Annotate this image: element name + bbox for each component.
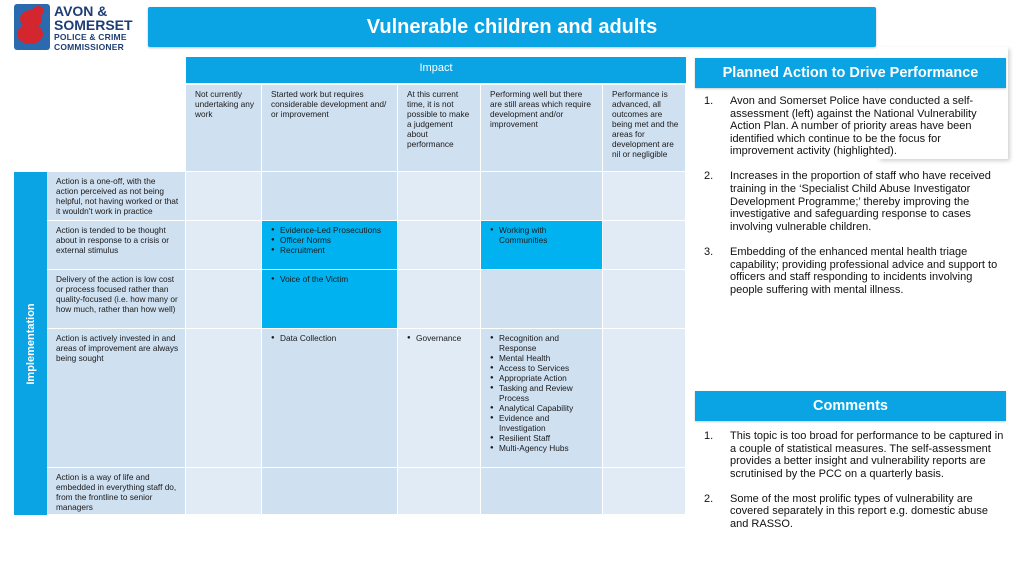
impact-column-header: At this current time, it is not possible to make a judgement about performance xyxy=(398,85,480,171)
planned-action-item xyxy=(704,95,1004,158)
implementation-row-label: Action is a one-off, with the action perceived as not being helpful, not having worked or that it wouldn't work in practice xyxy=(47,172,185,220)
matrix-cell xyxy=(603,329,685,467)
matrix-cell xyxy=(262,468,397,514)
comments-list xyxy=(704,430,1004,543)
matrix-cell-item: ● Evidence and Investigation xyxy=(490,413,596,433)
impact-column-header: Started work but requires considerable development and/ or improvement xyxy=(262,85,397,171)
implementation-row-label: Action is actively invested in and areas of improvement are always being sought xyxy=(47,329,185,467)
matrix-cell-item: ● Resilient Staff xyxy=(490,433,596,443)
comments-heading-text: Comments xyxy=(813,398,888,414)
matrix-cell-item: ● Appropriate Action xyxy=(490,373,596,383)
matrix-cell xyxy=(186,468,261,514)
matrix-cell xyxy=(603,468,685,514)
matrix-cell xyxy=(603,270,685,328)
item-text: This topic is too broad for performance to be captured in a couple of statistical measures. The self-assessment provides a better insight and vulnerability reports are scrutinised by the PCC on a quarterly basis. xyxy=(730,430,1004,480)
matrix-cell-item: ● Mental Health xyxy=(490,353,596,363)
matrix-cell xyxy=(186,270,261,328)
impact-column-header: Not currently undertaking any work xyxy=(186,85,261,171)
matrix-cell xyxy=(186,221,261,269)
page-title-banner xyxy=(148,7,876,47)
implementation-row-label: Delivery of the action is low cost or process focused rather than quality-focused (i.e. how many or how much, rather than how well) xyxy=(47,270,185,328)
matrix-cell xyxy=(481,270,602,328)
item-text: Some of the most prolific types of vulnerability are covered separately in this report e.g. domestic abuse and RASSO. xyxy=(730,492,989,531)
implementation-row-label: Action is tended to be thought about in response to a crisis or external stimulus xyxy=(47,221,185,269)
comment-item xyxy=(704,493,1004,531)
matrix-cell xyxy=(262,221,397,269)
matrix-cell-item: ● Analytical Capability xyxy=(490,403,596,413)
matrix-cell-item: ● Multi-Agency Hubs xyxy=(490,443,596,453)
comments-heading xyxy=(695,391,1006,421)
matrix-cell-item: ● Tasking and Review Process xyxy=(490,383,596,403)
matrix-cell-items xyxy=(271,274,391,284)
planned-action-heading-text: Planned Action to Drive Performance xyxy=(722,65,979,81)
item-text: Embedding of the enhanced mental health triage capability; providing professional advice and support to officers and staff responding to incidents involving people suffering with mental illness. xyxy=(730,245,998,296)
matrix-cell xyxy=(398,172,480,220)
matrix-cell-item: ● Officer Norms xyxy=(271,235,391,245)
logo-map-icon xyxy=(14,4,50,50)
matrix-cell xyxy=(186,329,261,467)
matrix-cell xyxy=(603,221,685,269)
item-number: 3. xyxy=(704,245,714,258)
item-text: Increases in the proportion of staff who have received training in the ‘Specialist Child Abuse Investigator Development Programme;’ thereby improving the investigative and safeguarding response to cases involving vulnerable children. xyxy=(730,170,991,233)
matrix-cell-items xyxy=(271,333,391,343)
matrix-cell xyxy=(186,172,261,220)
item-number: 1. xyxy=(704,430,714,442)
matrix-cell xyxy=(398,221,480,269)
matrix-cell xyxy=(481,172,602,220)
matrix-cell-item: ● Recruitment xyxy=(271,245,391,255)
logo-line-1: AVON & xyxy=(54,3,108,19)
pcc-logo xyxy=(14,4,154,52)
item-number: 1. xyxy=(704,95,714,107)
implementation-row-label: Action is a way of life and embedded in everything staff do, from the frontline to senior managers xyxy=(47,468,185,514)
impact-column-header: Performance is advanced, all outcomes are being met and the areas for development are nil or negligible xyxy=(603,85,685,171)
planned-action-list xyxy=(704,95,1004,309)
matrix-cell-item: ● Working with Communities xyxy=(490,225,596,245)
matrix-cell-item: ● Voice of the Victim xyxy=(271,274,391,284)
matrix-cell xyxy=(481,221,602,269)
matrix-cell-item: ● Governance xyxy=(407,333,474,343)
matrix-cell-items xyxy=(490,333,596,453)
logo-line-4: COMMISSIONER xyxy=(54,42,124,52)
matrix-cell xyxy=(262,270,397,328)
matrix-cell xyxy=(262,329,397,467)
matrix-cell xyxy=(398,468,480,514)
item-number: 2. xyxy=(704,170,714,183)
matrix-cell xyxy=(481,468,602,514)
item-text: Avon and Somerset Police have conducted a self-assessment (left) against the National Vulnerability Action Plan. A number of priority areas have been identified which continue to be the focus for improvement activity (highlighted). xyxy=(730,95,977,158)
logo-line-3: POLICE & CRIME xyxy=(54,32,127,42)
impact-column-header: Performing well but there are still areas which require development and/or improvement xyxy=(481,85,602,171)
comment-item xyxy=(704,430,1004,480)
logo-line-2: SOMERSET xyxy=(54,17,133,33)
impact-header: Impact xyxy=(186,57,686,83)
matrix-cell-item: ● Evidence-Led Prosecutions xyxy=(271,225,391,235)
page-title: Vulnerable children and adults xyxy=(366,15,658,38)
logo-text xyxy=(54,4,133,52)
planned-action-heading xyxy=(695,58,1006,88)
matrix-cell-item: ● Recognition and Response xyxy=(490,333,596,353)
matrix-cell-item: ● Data Collection xyxy=(271,333,391,343)
matrix-cell-item: ● Access to Services xyxy=(490,363,596,373)
matrix-cell xyxy=(481,329,602,467)
planned-action-item xyxy=(704,246,1004,296)
implementation-header xyxy=(14,172,47,515)
matrix-cell-items xyxy=(407,333,474,343)
implementation-header-label: Implementation xyxy=(24,302,37,385)
matrix-cell xyxy=(262,172,397,220)
item-number: 2. xyxy=(704,492,714,505)
matrix-cell-items xyxy=(271,225,391,255)
matrix-cell xyxy=(398,270,480,328)
matrix-cell-items xyxy=(490,225,596,245)
matrix-cell xyxy=(603,172,685,220)
planned-action-item xyxy=(704,170,1004,233)
matrix-cell xyxy=(398,329,480,467)
